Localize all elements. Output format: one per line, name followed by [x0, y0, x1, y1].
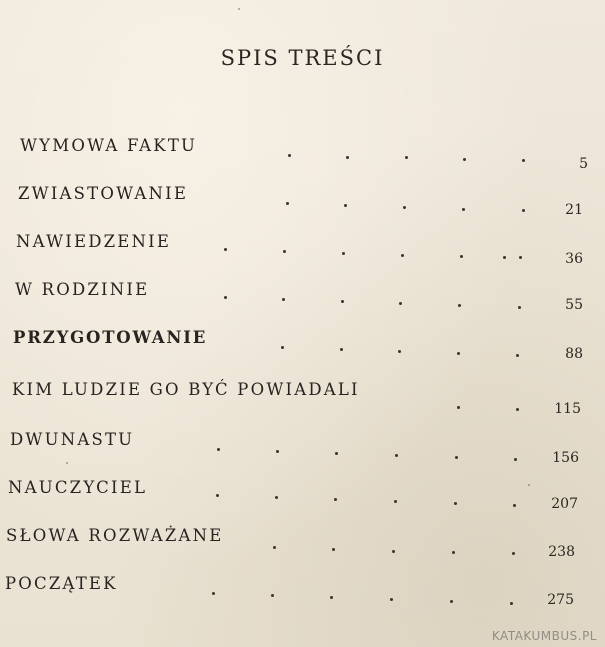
leader-dot	[450, 600, 453, 603]
toc-entry-page: 115	[554, 401, 581, 417]
leader-dot	[512, 552, 515, 555]
toc-entry-title: SŁOWA ROZWAŻANE	[6, 526, 224, 545]
toc-entry	[0, 328, 605, 362]
leader-dot	[340, 348, 343, 351]
toc-entry-page: 156	[552, 450, 579, 466]
leader-dot	[346, 156, 349, 159]
leader-dot	[460, 255, 463, 258]
leader-dot	[224, 248, 227, 251]
toc-entry	[0, 136, 605, 172]
toc-entry-title: DWUNASTU	[10, 430, 135, 449]
toc-entry	[0, 526, 605, 560]
leader-dot	[522, 209, 525, 212]
leader-dot	[344, 204, 347, 207]
leader-dot	[224, 296, 227, 299]
watermark: KATAKUMBUS.PL	[491, 629, 597, 643]
leader-dot	[403, 206, 406, 209]
leader-dot	[271, 594, 274, 597]
leader-dot	[399, 302, 402, 305]
leader-dot	[398, 350, 401, 353]
toc-entry	[0, 280, 605, 313]
toc-entry-page: 36	[565, 251, 583, 267]
leader-dot	[390, 598, 393, 601]
leader-dot	[516, 354, 519, 357]
toc-entry	[0, 430, 605, 466]
leader-dot	[330, 596, 333, 599]
toc-entry-page: 5	[579, 156, 588, 172]
leader-dot	[518, 306, 521, 309]
toc-entry-page: 238	[548, 544, 575, 560]
leader-dot	[281, 346, 284, 349]
leader-dot	[275, 496, 278, 499]
leader-dot	[463, 158, 466, 161]
toc-entry-title: NAUCZYCIEL	[8, 478, 148, 497]
leader-dot	[342, 252, 345, 255]
leader-dot	[288, 154, 291, 157]
toc-entry-title: NAWIEDZENIE	[16, 232, 172, 251]
toc-entry-title: ZWIASTOWANIE	[18, 184, 189, 203]
leader-dot	[455, 456, 458, 459]
leader-dot	[273, 546, 276, 549]
leader-dot	[514, 458, 517, 461]
toc-entry-title: KIM LUDZIE GO BYĆ POWIADALI	[12, 380, 360, 399]
leader-dot	[341, 300, 344, 303]
leader-dot	[217, 448, 220, 451]
leader-dot	[458, 304, 461, 307]
paper-speck	[238, 8, 240, 10]
toc-entry	[0, 574, 605, 608]
toc-entry-page: 88	[565, 346, 583, 362]
leader-dot	[405, 156, 408, 159]
leader-dot	[212, 592, 215, 595]
page-title: SPIS TREŚCI	[220, 46, 385, 70]
toc-entry	[0, 478, 605, 512]
leader-dot	[522, 159, 525, 162]
leader-dot	[392, 550, 395, 553]
leader-dot	[513, 504, 516, 507]
toc-entry-page: 55	[565, 297, 583, 313]
leader-dot	[335, 452, 338, 455]
toc-entry-page: 21	[565, 202, 583, 218]
leader-dot	[286, 202, 289, 205]
leader-dot	[510, 602, 513, 605]
leader-dot	[519, 256, 522, 259]
leader-dot	[216, 494, 219, 497]
leader-dot	[395, 454, 398, 457]
toc-entry	[0, 184, 605, 218]
toc-entry	[0, 232, 605, 267]
paper-speck	[66, 462, 68, 464]
leader-dot	[334, 498, 337, 501]
leader-dot	[452, 551, 455, 554]
leader-dot	[282, 298, 285, 301]
leader-dot	[454, 502, 457, 505]
toc-entry-title: PRZYGOTOWANIE	[13, 328, 208, 347]
toc-entry-title: POCZĄTEK	[5, 574, 118, 593]
leader-dot	[516, 408, 519, 411]
leader-dot	[457, 406, 460, 409]
toc-entry-page: 207	[551, 496, 578, 512]
leader-dot	[276, 450, 279, 453]
toc-entry-title: W RODZINIE	[15, 280, 150, 299]
leader-dot	[283, 250, 286, 253]
toc-entry-page: 275	[547, 592, 574, 608]
leader-dot	[394, 500, 397, 503]
toc-entry-title: WYMOWA FAKTU	[20, 136, 198, 155]
toc-entry	[0, 380, 605, 417]
leader-dot	[457, 352, 460, 355]
leader-dot	[503, 256, 506, 259]
leader-dot	[462, 208, 465, 211]
leader-dot	[332, 548, 335, 551]
leader-dot	[401, 254, 404, 257]
